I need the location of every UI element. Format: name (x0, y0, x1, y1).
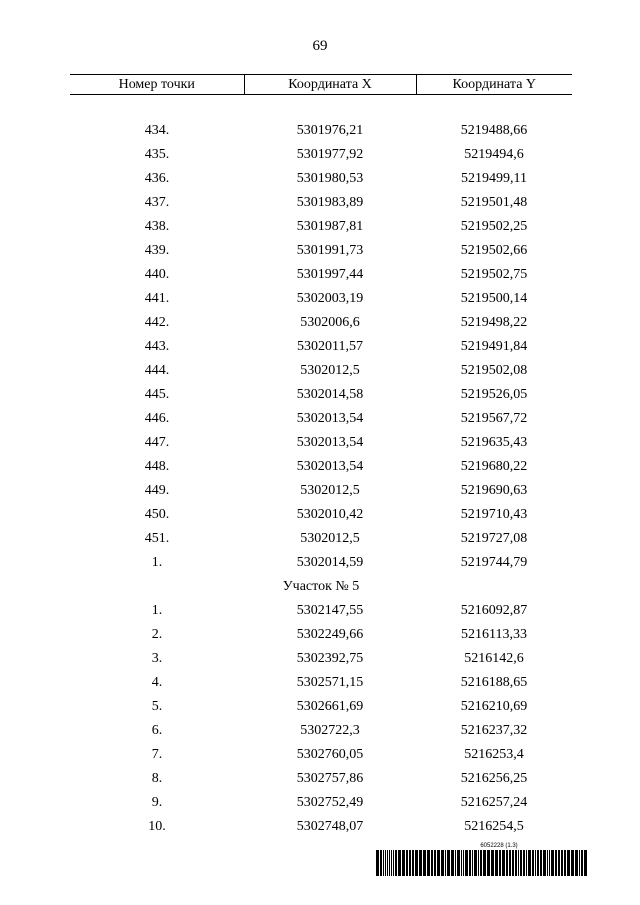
coordinate-x-cell: 5302011,57 (297, 339, 363, 354)
coordinate-x-cell: 5302013,54 (296, 411, 364, 426)
coordinate-y-cell: 5216254,5 (464, 819, 524, 834)
coordinate-x-cell: 5302760,05 (296, 747, 364, 762)
coordinate-y-cell: 5216142,6 (464, 651, 524, 666)
coordinate-y-cell: 5219526,05 (460, 387, 528, 402)
coordinate-y-cell: 5219680,22 (460, 459, 528, 474)
table-row (70, 359, 572, 383)
point-number-cell: 435. (144, 147, 170, 162)
coordinate-x-cell: 5301976,21 (296, 123, 364, 138)
coordinate-y-cell: 5216113,33 (461, 627, 527, 642)
coordinate-y-cell: 5219727,08 (460, 531, 528, 546)
table-row (70, 455, 572, 479)
coordinate-y-cell: 5216237,32 (460, 723, 528, 738)
table-row (70, 551, 572, 575)
point-number-cell: 450. (144, 507, 170, 522)
coordinate-x-cell: 5302757,86 (296, 771, 364, 786)
header-coordinate-x: Координата X (244, 75, 416, 95)
coordinate-x-cell: 5302012,5 (300, 483, 360, 498)
coordinate-y-cell: 5219502,66 (460, 243, 528, 258)
coordinate-y-cell: 5219502,75 (460, 267, 528, 282)
coordinate-x-cell: 5302571,15 (296, 675, 364, 690)
point-number-cell: 442. (144, 315, 170, 330)
coordinate-y-cell: 5219502,08 (460, 363, 528, 378)
table-row (70, 311, 572, 335)
table-row (70, 791, 572, 815)
point-number-cell: 445. (144, 387, 170, 402)
table-row (70, 119, 572, 143)
point-number-cell: 1. (151, 555, 163, 570)
point-number-cell: 2. (151, 627, 163, 642)
table-row (70, 767, 572, 791)
table-row (70, 503, 572, 527)
coordinate-y-cell: 5216256,25 (460, 771, 528, 786)
point-number-cell: 10. (148, 819, 166, 834)
header-point-number: Номер точки (70, 75, 244, 95)
point-number-cell: 5. (151, 699, 163, 714)
table-row (70, 815, 572, 839)
point-number-cell: 7. (151, 747, 163, 762)
coordinate-y-cell: 5219567,72 (460, 411, 528, 426)
coordinate-x-cell: 5302748,07 (296, 819, 364, 834)
table-row (70, 695, 572, 719)
table-row (70, 215, 572, 239)
barcode-image (376, 850, 588, 876)
point-number-cell: 440. (144, 267, 170, 282)
section-title: Участок № 5 (282, 579, 360, 594)
coordinate-x-cell: 5302012,5 (300, 531, 360, 546)
coordinate-x-cell: 5302147,55 (296, 603, 364, 618)
point-number-cell: 443. (144, 339, 170, 354)
table-row (70, 383, 572, 407)
section-row (70, 575, 572, 599)
coordinate-y-cell: 5219491,84 (460, 339, 528, 354)
coordinate-y-cell: 5219500,14 (460, 291, 528, 306)
coordinate-y-cell: 5216092,87 (460, 603, 528, 618)
barcode-gap (587, 850, 588, 876)
table-row (70, 719, 572, 743)
coordinate-y-cell: 5216210,69 (460, 699, 528, 714)
coordinate-x-cell: 5302661,69 (296, 699, 364, 714)
coordinate-y-cell: 5219690,63 (460, 483, 528, 498)
coordinate-x-cell: 5301987,81 (296, 219, 364, 234)
coordinate-y-cell: 5219488,66 (460, 123, 528, 138)
table-row (70, 239, 572, 263)
table-row (70, 167, 572, 191)
coordinate-x-cell: 5301991,73 (296, 243, 364, 258)
table-row (70, 647, 572, 671)
point-number-cell: 437. (144, 195, 170, 210)
coordinates-table (70, 74, 572, 839)
coordinate-y-cell: 5216253,4 (464, 747, 524, 762)
coordinate-y-cell: 5219635,43 (460, 435, 528, 450)
coordinate-x-cell: 5302013,54 (296, 435, 364, 450)
table-row (70, 479, 572, 503)
coordinate-x-cell: 5301977,92 (296, 147, 364, 162)
point-number-cell: 447. (144, 435, 170, 450)
point-number-cell: 441. (144, 291, 170, 306)
point-number-cell: 434. (144, 123, 170, 138)
point-number-cell: 446. (144, 411, 170, 426)
point-number-cell: 6. (151, 723, 163, 738)
table-row (70, 743, 572, 767)
point-number-cell: 4. (151, 675, 163, 690)
coordinate-x-cell: 5302010,42 (296, 507, 364, 522)
coordinate-y-cell: 5219502,25 (460, 219, 528, 234)
table-row (70, 527, 572, 551)
table-row (70, 407, 572, 431)
coordinate-x-cell: 5302722,3 (300, 723, 360, 738)
coordinate-x-cell: 5302392,75 (296, 651, 364, 666)
table-header-row (70, 75, 572, 95)
header-coordinate-y: Координата Y (416, 75, 572, 95)
point-number-cell: 438. (144, 219, 170, 234)
table-row (70, 599, 572, 623)
coordinate-y-cell: 5219494,6 (464, 147, 524, 162)
table-row (70, 287, 572, 311)
table-body (70, 95, 572, 840)
page-number: 69 (312, 38, 328, 54)
point-number-cell: 439. (144, 243, 170, 258)
table-row (70, 263, 572, 287)
table-row (70, 623, 572, 647)
point-number-cell: 444. (144, 363, 170, 378)
table-row (70, 671, 572, 695)
coordinate-y-cell: 5219501,48 (460, 195, 528, 210)
point-number-cell: 451. (144, 531, 170, 546)
table-row (70, 191, 572, 215)
coordinate-y-cell: 5219744,79 (460, 555, 528, 570)
coordinate-x-cell: 5302012,5 (300, 363, 360, 378)
point-number-cell: 3. (151, 651, 163, 666)
coordinate-x-cell: 5302752,49 (296, 795, 364, 810)
point-number-cell: 9. (151, 795, 163, 810)
coordinate-x-cell: 5301997,44 (296, 267, 364, 282)
coordinate-x-cell: 5302014,59 (296, 555, 364, 570)
coordinate-x-cell: 5302003,19 (296, 291, 364, 306)
barcode-label: 6052228 (1.3) (480, 843, 518, 849)
table-row (70, 143, 572, 167)
point-number-cell: 436. (144, 171, 170, 186)
point-number-cell: 448. (144, 459, 170, 474)
coordinate-y-cell: 5219499,11 (461, 171, 527, 186)
point-number-cell: 8. (151, 771, 163, 786)
table-row (70, 335, 572, 359)
document-barcode (376, 843, 588, 876)
point-number-cell: 1. (151, 603, 163, 618)
point-number-cell: 449. (144, 483, 170, 498)
coordinate-x-cell: 5302249,66 (296, 627, 364, 642)
coordinate-y-cell: 5219498,22 (460, 315, 528, 330)
coordinate-y-cell: 5216188,65 (460, 675, 528, 690)
coordinate-x-cell: 5301983,89 (296, 195, 364, 210)
coordinate-x-cell: 5301980,53 (296, 171, 364, 186)
coordinate-x-cell: 5302006,6 (300, 315, 360, 330)
table-row (70, 431, 572, 455)
coordinate-y-cell: 5219710,43 (460, 507, 528, 522)
coordinate-y-cell: 5216257,24 (460, 795, 528, 810)
coordinate-x-cell: 5302013,54 (296, 459, 364, 474)
coordinate-x-cell: 5302014,58 (296, 387, 364, 402)
header-spacer (70, 95, 572, 120)
